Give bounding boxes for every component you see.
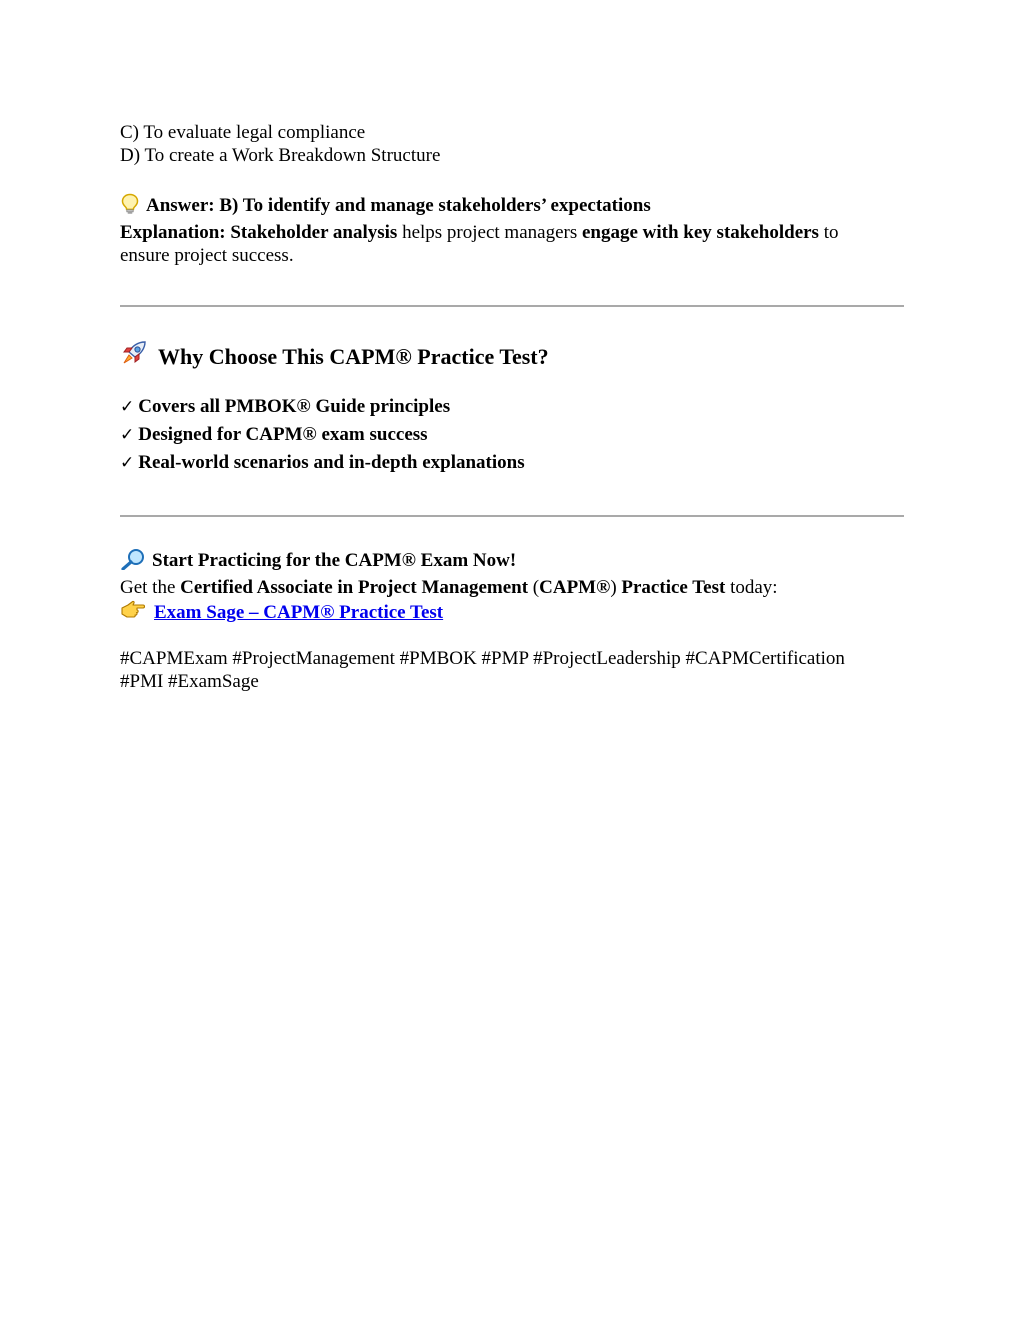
explanation-label: Explanation: Stakeholder analysis — [120, 222, 398, 243]
why-item: ✓ Real-world scenarios and in-depth explanations — [120, 452, 525, 473]
option-c: C) To evaluate legal compliance — [120, 122, 366, 143]
magnifier-icon — [120, 548, 146, 576]
check-icon: ✓ — [120, 425, 135, 445]
rocket-icon — [120, 340, 148, 373]
explanation-line2: ensure project success. — [120, 245, 294, 266]
cta-title: Start Practicing for the CAPM® Exam Now! — [152, 550, 517, 571]
explanation-bold: engage with key stakeholders — [581, 222, 819, 243]
pointing-hand-icon — [120, 599, 146, 627]
document-content — [120, 121, 904, 693]
answer-text: Answer: B) To identify and manage stakeholders’ expectations — [146, 195, 651, 216]
lightbulb-icon — [120, 193, 140, 221]
why-item: ✓ Covers all PMBOK® Guide principles — [120, 396, 451, 417]
exam-sage-link[interactable]: Exam Sage – CAPM® Practice Test — [154, 602, 444, 623]
why-title: Why Choose This CAPM® Practice Test? — [158, 343, 549, 369]
why-heading — [120, 340, 904, 373]
hashtags-line2: #PMI #ExamSage — [120, 671, 259, 692]
cta-get-line: Get the Certified Associate in Project Management (CAPM®) Practice Test today: — [120, 577, 778, 598]
cta-heading — [120, 548, 904, 576]
option-d: D) To create a Work Breakdown Structure — [120, 145, 441, 166]
why-item: ✓ Designed for CAPM® exam success — [120, 424, 428, 445]
check-icon: ✓ — [120, 397, 135, 417]
hashtags-line1: #CAPMExam #ProjectManagement #PMBOK #PMP #ProjectLeadership #CAPMCertification — [120, 648, 845, 669]
check-icon: ✓ — [120, 453, 135, 473]
explanation — [120, 221, 904, 244]
explanation-tail: to — [818, 222, 839, 243]
cta-link-row — [120, 599, 904, 627]
explanation-mid: helps project managers — [397, 222, 582, 243]
answer-line — [120, 193, 904, 221]
